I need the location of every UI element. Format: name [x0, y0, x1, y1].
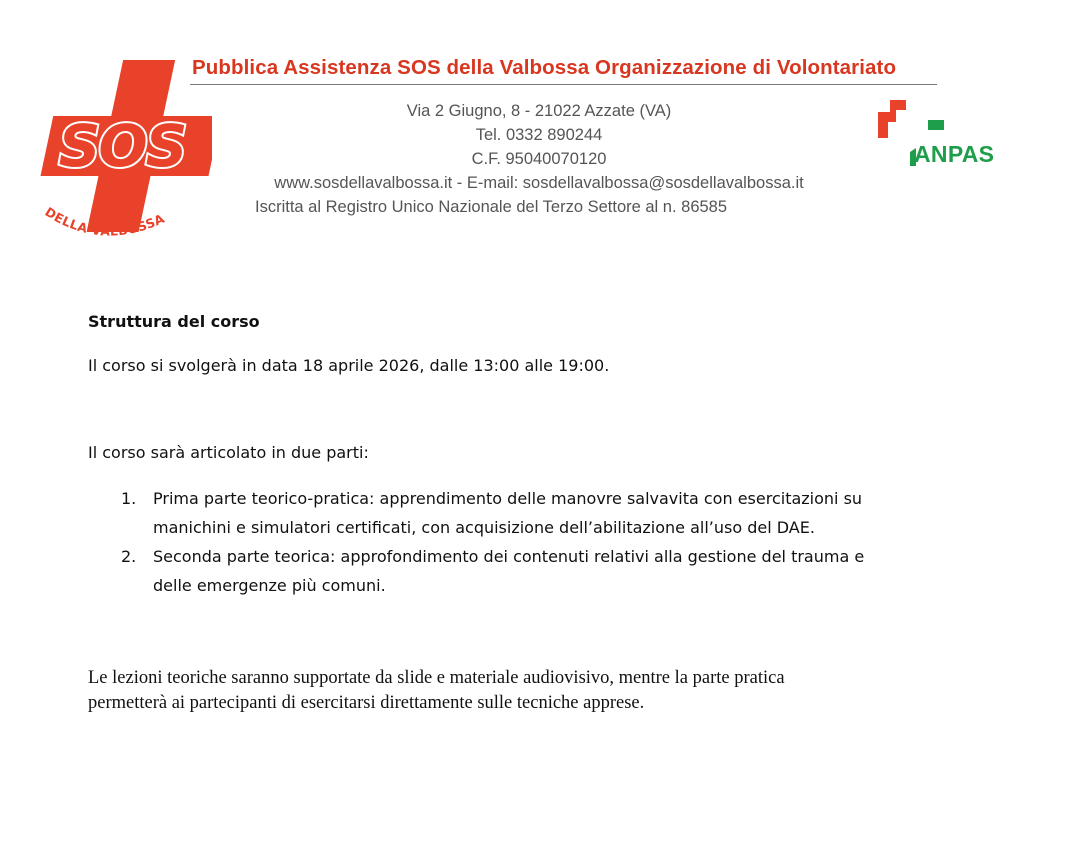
- list-item-number: 1.: [121, 489, 137, 508]
- intro-paragraph: Il corso sarà articolato in due parti:: [88, 443, 369, 462]
- header-divider: [190, 84, 937, 85]
- date-paragraph: Il corso si svolgerà in data 18 aprile 2026, dalle 13:00 alle 19:00.: [88, 356, 610, 375]
- registry-line: Iscritta al Registro Unico Nazionale del Terzo Settore al n. 86585: [255, 198, 728, 216]
- list-item-text: Seconda parte teorica: approfondimento dei contenuti relativi alla gestione del trauma e: [153, 547, 865, 566]
- closing-line: Le lezioni teoriche saranno supportate da slide e materiale audiovisivo, mentre la parte pratica: [88, 668, 785, 688]
- course-parts-list: [88, 484, 968, 600]
- closing-line: permetterà ai partecipanti di esercitarsi direttamente sulle tecniche apprese.: [88, 693, 645, 713]
- tax-code-line: C.F. 95040070120: [471, 150, 607, 168]
- address-line: Via 2 Giugno, 8 - 21022 Azzate (VA): [406, 102, 672, 120]
- anpas-logo-text: ANPAS: [914, 141, 995, 167]
- sos-logo-subtitle: DELLA VALBOSSA: [42, 203, 167, 239]
- contact-block: [180, 99, 898, 219]
- letterhead: [0, 0, 1065, 260]
- phone-line: Tel. 0332 890244: [475, 126, 603, 144]
- sos-logo-lettering: SOS: [58, 112, 186, 180]
- list-item-number: 2.: [121, 547, 137, 566]
- closing-paragraph: [88, 666, 948, 716]
- list-item: [88, 542, 943, 600]
- list-item-text: Prima parte teorico-pratica: apprendimento delle manovre salvavita con esercitazioni su: [153, 489, 863, 508]
- list-item: [88, 484, 943, 542]
- organization-name: Pubblica Assistenza SOS della Valbossa Organizzazione di Volontariato: [192, 56, 897, 79]
- list-item-text: manichini e simulatori certificati, con acquisizione dell’abilitazione all’uso del DAE.: [153, 518, 815, 537]
- web-email-line: www.sosdellavalbossa.it - E-mail: sosdellavalbossa@sosdellavalbossa.it: [274, 174, 804, 192]
- section-heading: Struttura del corso: [88, 312, 260, 331]
- list-item-text: delle emergenze più comuni.: [153, 576, 386, 595]
